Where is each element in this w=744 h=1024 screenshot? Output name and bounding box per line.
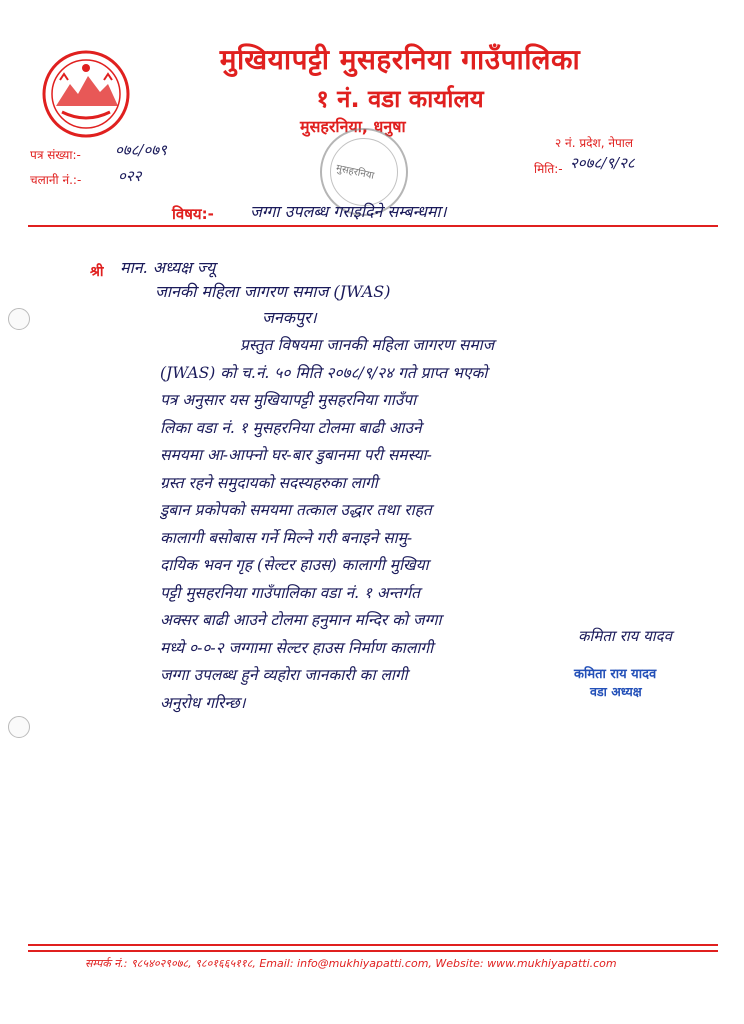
body-line: अनुरोध गरिन्छ।: [160, 693, 246, 712]
punch-hole-bottom: [8, 716, 30, 738]
body-line: पट्टी मुसहरनिया गाउँपालिका वडा नं. १ अन्तर्गत: [160, 583, 420, 602]
body-line: ग्रस्त रहने समुदायको सदस्यहरुका लागी: [160, 473, 378, 492]
punch-hole-top: [8, 308, 30, 330]
letter-number-label: पत्र संख्या:-: [30, 148, 81, 162]
footer-contact: सम्पर्क नं.: ९८५४०२९०७८, ९८०१६६५११८, Email: info@mukhiyapatti.com, Website: www.mukhiyapatti.com: [85, 957, 617, 970]
body-line: लिका वडा नं. १ मुसहरनिया टोलमा बाढी आउने: [160, 418, 422, 437]
seal-text: मुसहरनिया: [334, 163, 376, 182]
recipient-line-1: मान. अध्यक्ष ज्यू: [120, 258, 216, 277]
body-line: जग्गा उपलब्ध हुने व्यहोरा जानकारी का लागी: [160, 666, 408, 684]
footer-rule-bottom: [28, 950, 718, 952]
office-location: मुसहरनिया, धनुषा: [300, 117, 406, 136]
body-line: अक्सर बाढी आउने टोलमा हनुमान मन्दिर को जग्गा: [160, 611, 442, 629]
subject-text: जग्गा उपलब्ध गराइदिने सम्बन्धमा।: [250, 202, 447, 221]
body-line: दायिक भवन गृह (सेल्टर हाउस) कालागी मुखिया: [160, 556, 429, 574]
body-line: डुबान प्रकोपको समयमा तत्काल उद्धार तथा राहत: [160, 501, 432, 519]
body-line: मध्ये ०-०-२ जग्गामा सेल्टर हाउस निर्माण कालागी: [160, 638, 434, 657]
date-label: मिति:-: [534, 162, 563, 176]
signatory-name: कमिता राय यादव: [574, 667, 657, 682]
letter-number-value: ०७८/०७९: [115, 141, 167, 159]
dispatch-number-label: चलानी नं.:-: [30, 173, 82, 187]
nepal-emblem-icon: [42, 50, 130, 138]
signatory-designation: वडा अध्यक्ष: [590, 684, 642, 699]
subject-label: विषय:-: [172, 205, 214, 223]
handwritten-signature: कमिता राय यादव: [578, 627, 672, 645]
recipient-line-2: जानकी महिला जागरण समाज (JWAS): [155, 282, 391, 301]
date-value: २०७८/९/२८: [570, 154, 635, 172]
body-line: समयमा आ-आफ्नो घर-बार डुबानमा परी समस्या-: [160, 446, 432, 464]
body-line: प्रस्तुत विषयमा जानकी महिला जागरण समाज: [240, 336, 495, 354]
body-line: कालागी बसोबास गर्ने मिल्ने गरी बनाइने सामु-: [160, 528, 413, 547]
ward-office-title: १ नं. वडा कार्यालय: [316, 85, 484, 113]
body-line: पत्र अनुसार यस मुखियापट्टी मुसहरनिया गाउँपा: [160, 391, 417, 409]
dispatch-number-value: ०२२: [118, 167, 142, 185]
office-name: मुखियापट्टी मुसहरनिया गाउँपालिका: [219, 43, 581, 76]
letter-body: [160, 332, 720, 717]
province-text: २ नं. प्रदेश, नेपाल: [555, 136, 634, 150]
header-rule: [28, 225, 718, 227]
recipient-prefix: श्री: [90, 264, 104, 280]
footer-rule-top: [28, 944, 718, 946]
body-line: (JWAS) को च.नं. ५० मिति २०७८/९/२४ गते प्राप्त भएको: [160, 363, 488, 382]
recipient-line-3: जनकपुर।: [262, 308, 317, 327]
